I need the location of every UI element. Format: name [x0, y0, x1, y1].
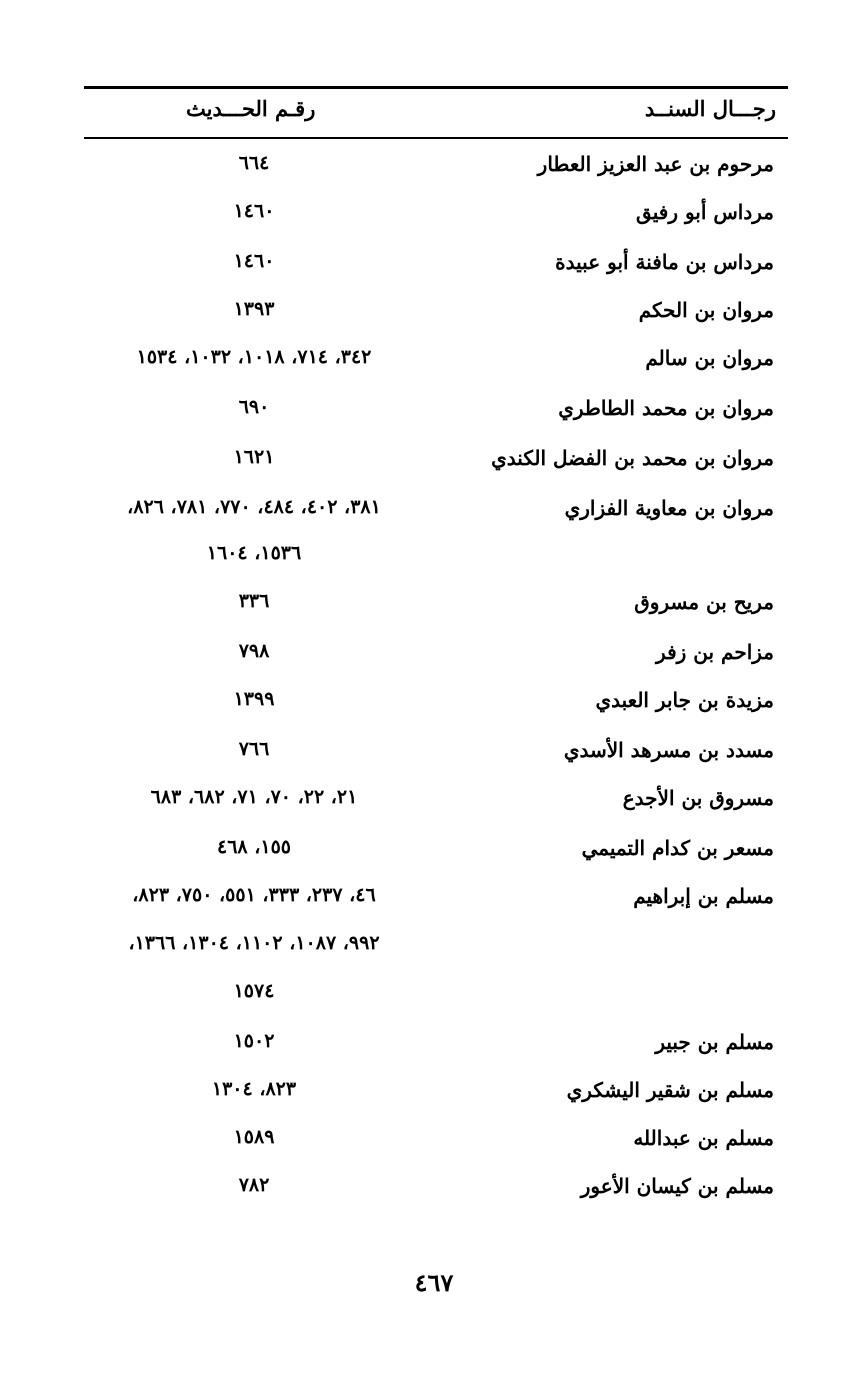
narrator-name: مسلم بن شقير اليشكري [566, 1078, 774, 1102]
header-rule [84, 137, 788, 139]
narrator-name: مروان بن محمد بن الفضل الكندي [491, 446, 774, 470]
table-row [84, 932, 784, 964]
hadith-numbers: ٩٩٢، ١٠٨٧، ١١٠٢، ١٣٠٤، ١٣٦٦، [128, 932, 380, 954]
table-row [84, 346, 784, 378]
narrator-name: مسدد بن مسرهد الأسدي [563, 738, 774, 762]
table-row [84, 1174, 784, 1206]
narrator-name: مزيدة بن جابر العبدي [595, 688, 774, 712]
hadith-numbers: ٦٦٤ [238, 152, 270, 174]
hadith-numbers: ١٥٧٤ [233, 980, 275, 1002]
hadith-numbers: ٣٨١، ٤٠٢، ٤٨٤، ٧٧٠، ٧٨١، ٨٢٦، [127, 496, 381, 518]
hadith-numbers: ١٤٦٠ [233, 200, 275, 222]
hadith-numbers: ١٣٩٩ [233, 688, 275, 710]
hadith-numbers: ٧٩٨ [238, 640, 270, 662]
hadith-numbers: ١٦٢١ [233, 446, 275, 468]
header-hadith-number: رقـم الحـــديث [186, 96, 316, 121]
narrator-name: مسلم بن كيسان الأعور [580, 1174, 774, 1198]
hadith-numbers: ٣٣٦ [238, 590, 270, 612]
table-row [84, 542, 784, 574]
narrator-name: مروان بن محمد الطاطري [558, 396, 774, 420]
hadith-numbers: ٢١، ٢٢، ٧٠، ٧١، ٦٨٢، ٦٨٣ [150, 786, 358, 808]
top-rule [84, 86, 788, 89]
hadith-numbers: ١٥٣٦، ١٦٠٤ [206, 542, 302, 564]
table-row [84, 200, 784, 232]
narrator-name: مروان بن معاوية الفزاري [564, 496, 774, 520]
narrator-name: مروان بن سالم [645, 346, 774, 370]
table-row [84, 884, 784, 916]
table-row [84, 1078, 784, 1110]
table-row [84, 836, 784, 868]
narrator-name: مسلم بن عبدالله [633, 1126, 774, 1150]
narrator-name: مروان بن الحكم [638, 298, 774, 322]
hadith-numbers: ١٤٦٠ [233, 250, 275, 272]
narrator-name: مرحوم بن عبد العزيز العطار [537, 152, 774, 176]
narrator-name: مسروق بن الأجدع [622, 786, 774, 810]
hadith-numbers: ١٥٥، ٤٦٨ [217, 836, 291, 858]
narrator-name: مرداس بن مافنة أبو عبيدة [555, 250, 774, 274]
table-row [84, 1126, 784, 1158]
hadith-numbers: ٨٢٣، ١٣٠٤ [211, 1078, 297, 1100]
table-row [84, 640, 784, 672]
table-row [84, 786, 784, 818]
hadith-numbers: ٣٤٢، ٧١٤، ١٠١٨، ١٠٣٢، ١٥٣٤ [136, 346, 372, 368]
narrator-name: مزاحم بن زفر [656, 640, 774, 664]
hadith-numbers: ٧٦٦ [238, 738, 270, 760]
table-row [84, 152, 784, 184]
table-row [84, 738, 784, 770]
table-row [84, 980, 784, 1012]
table-row [84, 496, 784, 528]
table-row [84, 250, 784, 282]
hadith-numbers: ١٣٩٣ [233, 298, 275, 320]
narrator-name: مسلم بن إبراهيم [633, 884, 774, 908]
page-number: ٤٦٧ [414, 1268, 454, 1297]
hadith-numbers: ١٥٨٩ [233, 1126, 275, 1148]
table-row [84, 446, 784, 478]
narrator-name: مسلم بن جبير [655, 1030, 774, 1054]
table-row [84, 688, 784, 720]
table-row [84, 590, 784, 622]
narrator-name: مرداس أبو رفيق [636, 200, 774, 224]
narrator-name: مسعر بن كدام التميمي [581, 836, 774, 860]
table-row [84, 298, 784, 330]
narrator-name: مريح بن مسروق [634, 590, 774, 614]
hadith-numbers: ١٥٠٢ [233, 1030, 275, 1052]
table-row [84, 1030, 784, 1062]
header-narrators: رجـــال السنــد [644, 96, 776, 121]
hadith-numbers: ٤٦، ٢٣٧، ٣٣٣، ٥٥١، ٧٥٠، ٨٢٣، [132, 884, 376, 906]
hadith-numbers: ٦٩٠ [238, 396, 270, 418]
hadith-numbers: ٧٨٢ [238, 1174, 270, 1196]
table-row [84, 396, 784, 428]
